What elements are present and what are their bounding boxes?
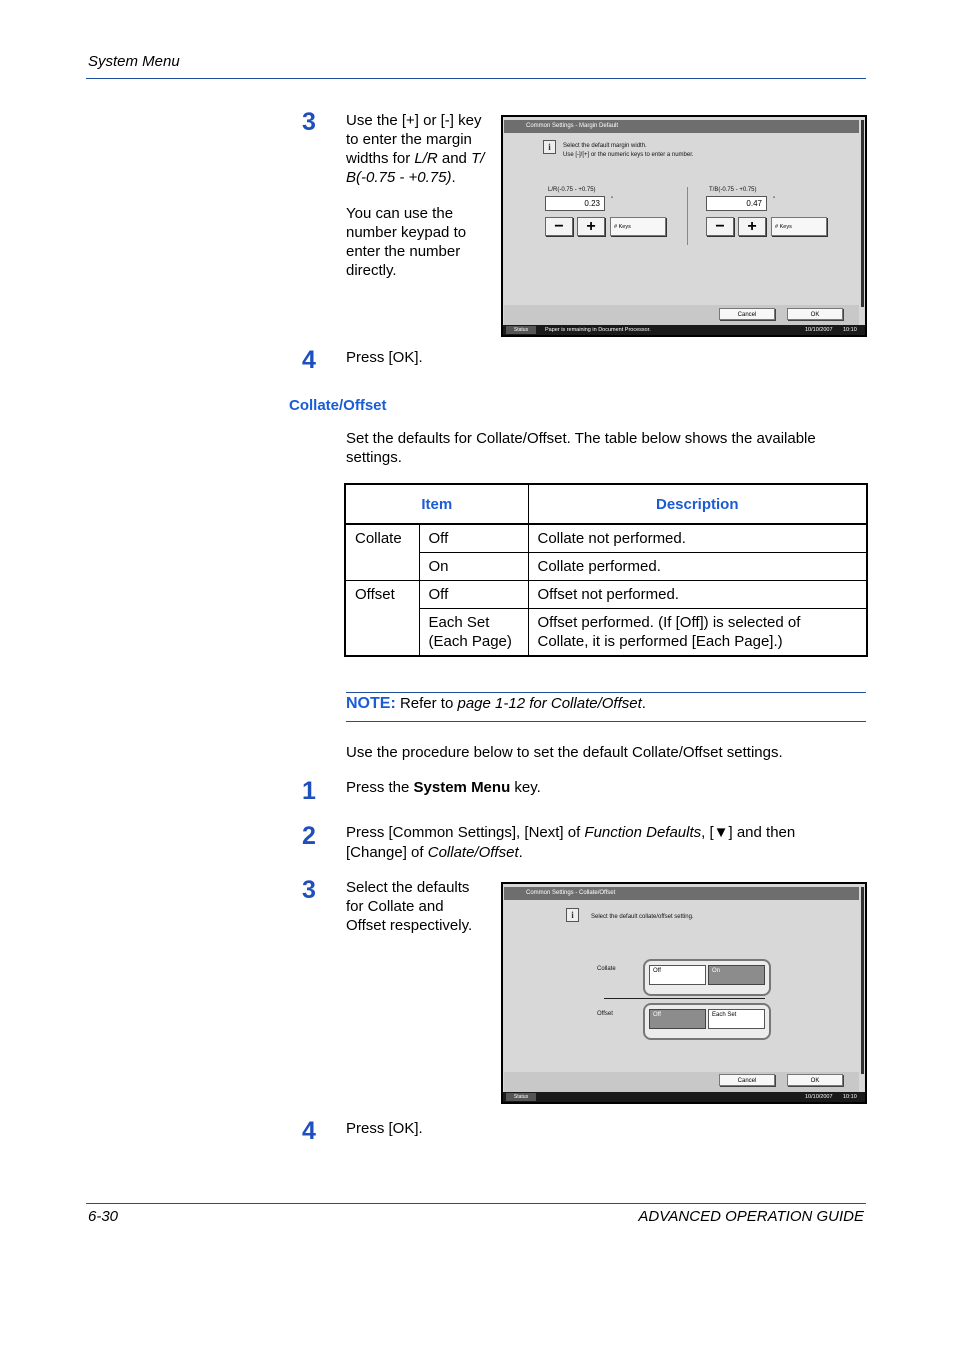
- item-cell: Off: [419, 581, 528, 609]
- description-cell: Offset not performed.: [528, 581, 867, 609]
- step-text: [346, 111, 496, 280]
- collate-label: Collate: [597, 966, 616, 972]
- cancel-button[interactable]: Cancel: [719, 308, 775, 320]
- note-rule-bottom: [346, 721, 866, 722]
- step-number: 4: [302, 1117, 316, 1145]
- offset-label: Offset: [597, 1011, 613, 1017]
- section-intro: [346, 429, 816, 467]
- status-time: 10:10: [843, 1094, 857, 1100]
- offset-off-button[interactable]: Off: [649, 1009, 706, 1029]
- header-description: Description: [528, 484, 867, 524]
- step-number: 1: [302, 777, 316, 805]
- tb-keys-button[interactable]: # Keys: [771, 217, 827, 236]
- item-cell: On: [419, 553, 528, 581]
- intro-line: settings.: [346, 449, 402, 466]
- status-button[interactable]: Status: [506, 326, 536, 334]
- note: NOTE: Refer to page 1-12 for Collate/Offset.: [346, 695, 646, 712]
- step-number: 4: [302, 346, 316, 374]
- offset-each-set-button[interactable]: Each Set: [708, 1009, 765, 1029]
- step-line: Use the [+] or [-] key: [346, 112, 482, 129]
- item-cell: Each Set (Each Page): [419, 609, 528, 657]
- scrollbar[interactable]: [861, 887, 864, 1074]
- group-cell: Offset: [345, 581, 419, 657]
- note-label: NOTE:: [346, 695, 396, 712]
- description-cell: Collate not performed.: [528, 524, 867, 553]
- section-heading: Collate/Offset: [289, 397, 387, 414]
- step-line: enter the number: [346, 243, 461, 260]
- lr-label: L/R(-0.75 - +0.75): [548, 187, 596, 193]
- guide-title: ADVANCED OPERATION GUIDE: [638, 1208, 864, 1225]
- item-cell: Off: [419, 524, 528, 553]
- step-line: B(-0.75 - +0.75).: [346, 169, 456, 186]
- screen-title: Common Settings - Collate/Offset: [504, 887, 859, 900]
- cancel-button[interactable]: Cancel: [719, 1074, 775, 1086]
- table-row: [345, 553, 867, 581]
- step-line: directly.: [346, 262, 397, 279]
- step-text: Press [OK].: [346, 1120, 423, 1137]
- table-row: [345, 581, 867, 609]
- divider: [687, 187, 688, 245]
- lr-plus-button[interactable]: +: [577, 217, 605, 236]
- lr-minus-button[interactable]: −: [545, 217, 573, 236]
- footer-rule: [86, 1203, 866, 1204]
- screen-title: Common Settings - Margin Default: [504, 120, 859, 133]
- status-date: 10/10/2007: [805, 1094, 833, 1100]
- description-cell: Collate performed.: [528, 553, 867, 581]
- unit-inch: ": [773, 197, 776, 203]
- table-row: [345, 524, 867, 553]
- step-line: to enter the margin: [346, 131, 472, 148]
- collate-offset-screen: [501, 882, 867, 1104]
- tb-label: T/B(-0.75 - +0.75): [709, 187, 757, 193]
- scrollbar[interactable]: [861, 120, 864, 307]
- collate-on-button[interactable]: On: [708, 965, 765, 985]
- step-line: number keypad to: [346, 224, 467, 241]
- unit-inch: ": [611, 197, 614, 203]
- settings-table: [344, 483, 868, 657]
- step-line: widths for L/R and T/: [346, 150, 485, 167]
- lr-value-field[interactable]: 0.23: [545, 196, 605, 211]
- tb-value-field[interactable]: 0.47: [706, 196, 767, 211]
- header-rule: [86, 78, 866, 79]
- screen-message: Select the default collate/offset setting.: [591, 914, 694, 920]
- status-bar: [503, 325, 865, 335]
- description-cell: Offset performed. (If [Off]) is selected of Collate, it is performed [Each Page].): [528, 609, 867, 657]
- status-button[interactable]: Status: [506, 1093, 536, 1101]
- ok-button[interactable]: OK: [787, 1074, 843, 1086]
- status-time: 10:10: [843, 327, 857, 333]
- tb-minus-button[interactable]: −: [706, 217, 734, 236]
- page-number: 6-30: [88, 1208, 119, 1225]
- lr-keys-button[interactable]: # Keys: [610, 217, 666, 236]
- divider: [604, 998, 765, 999]
- group-cell: Collate: [345, 524, 419, 581]
- note-rule-top: [346, 692, 866, 693]
- intro-line: Set the defaults for Collate/Offset. The table below shows the available: [346, 430, 816, 447]
- step-text: Select the defaults for Collate and Offset respectively.: [346, 879, 473, 934]
- ok-button[interactable]: OK: [787, 308, 843, 320]
- step-text: Press [Common Settings], [Next] of Function Defaults, [▼] and then [Change] of Collate/Offset.: [346, 824, 796, 861]
- step-number: 3: [302, 108, 316, 136]
- step-number: 2: [302, 822, 316, 850]
- header-item: Item: [345, 484, 528, 524]
- procedure-intro: Use the procedure below to set the default Collate/Offset settings.: [346, 744, 783, 761]
- status-bar: [503, 1092, 865, 1102]
- status-message: Paper is remaining in Document Processor.: [545, 327, 651, 333]
- margin-default-screen: [501, 115, 867, 337]
- screen-message: Use [-]/[+] or the numeric keys to enter a number.: [563, 152, 694, 158]
- note-reference: page 1-12 for Collate/Offset: [457, 695, 642, 712]
- screen-message: Select the default margin width.: [563, 143, 647, 149]
- tb-plus-button[interactable]: +: [738, 217, 766, 236]
- step-number: 3: [302, 876, 316, 904]
- step-line: You can use the: [346, 205, 454, 222]
- status-date: 10/10/2007: [805, 327, 833, 333]
- info-icon: i: [566, 908, 579, 922]
- step-text: Press the System Menu key.: [346, 779, 541, 796]
- info-icon: i: [543, 140, 556, 154]
- step-text: Press [OK].: [346, 349, 423, 366]
- running-header: System Menu: [88, 53, 180, 70]
- collate-off-button[interactable]: Off: [649, 965, 706, 985]
- table-row: [345, 609, 867, 657]
